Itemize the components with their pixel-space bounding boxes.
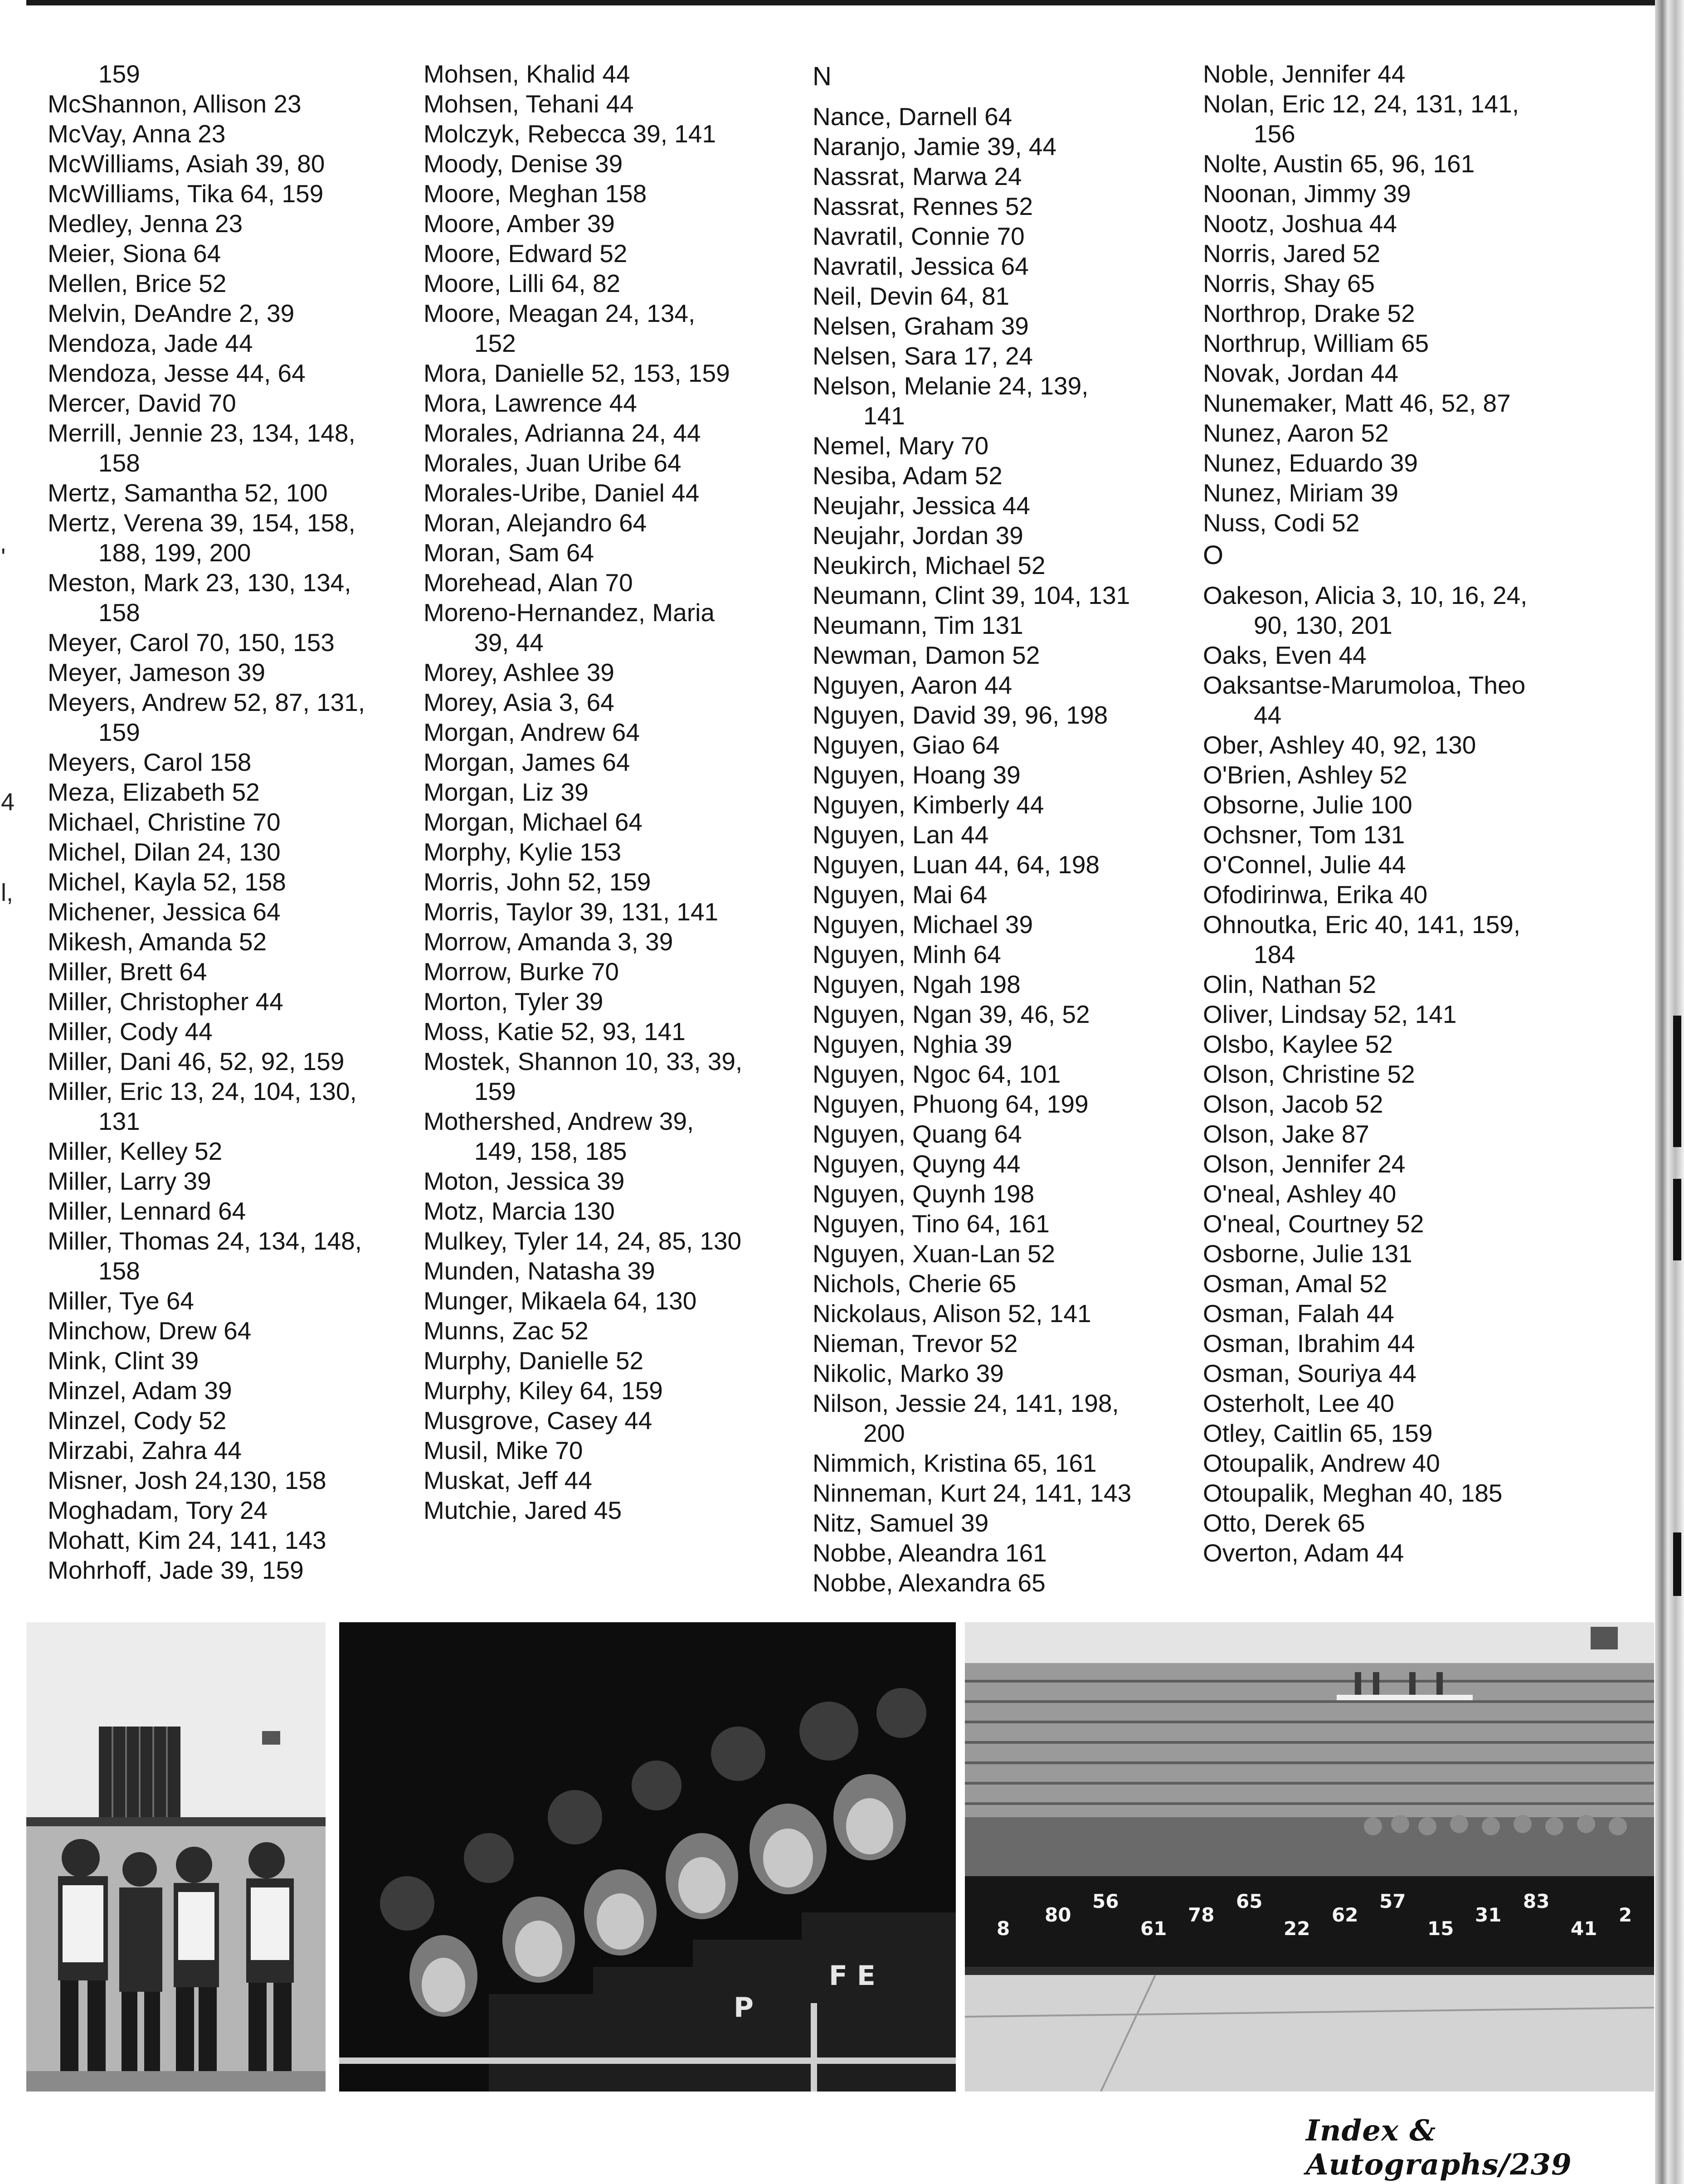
index-column-3: [813, 59, 1193, 1598]
index-entry-continuation: 159: [474, 1077, 516, 1105]
index-entry: Neujahr, Jordan 39: [813, 521, 1023, 550]
index-entry: Minzel, Cody 52: [48, 1406, 227, 1435]
index-entry: Meza, Elizabeth 52: [48, 778, 260, 806]
index-entry: McWilliams, Asiah 39, 80: [48, 150, 325, 178]
index-column-2: [423, 59, 804, 1525]
index-entry: Nieman, Trevor 52: [813, 1329, 1018, 1357]
index-entry: Osman, Souriya 44: [1203, 1359, 1416, 1387]
index-entry-continuation: 159: [98, 718, 140, 746]
index-entry: Morgan, Michael 64: [423, 808, 643, 836]
index-entry: Nemel, Mary 70: [813, 432, 989, 460]
index-entry: Minzel, Adam 39: [48, 1377, 232, 1405]
index-entry: Mutchie, Jared 45: [423, 1496, 622, 1524]
index-entry: Nelson, Melanie 24, 139,: [813, 372, 1089, 400]
index-entry: Michener, Jessica 64: [48, 898, 281, 926]
index-entry: Mostek, Shannon 10, 33, 39,: [423, 1047, 743, 1075]
index-entry: Meier, Siona 64: [48, 239, 221, 268]
index-entry: O'Brien, Ashley 52: [1203, 761, 1407, 789]
index-entry: Munger, Mikaela 64, 130: [423, 1287, 697, 1315]
index-entry: Nelsen, Sara 17, 24: [813, 342, 1033, 370]
index-entry: Nguyen, Minh 64: [813, 940, 1001, 968]
index-column-4: [1203, 59, 1584, 1568]
jersey-number: 56: [1092, 1890, 1119, 1912]
index-entry: Mertz, Samantha 52, 100: [48, 479, 328, 507]
index-entry: Nguyen, Ngoc 64, 101: [813, 1060, 1061, 1088]
index-entry-continuation: 158: [98, 1257, 140, 1285]
index-entry: Oaksantse-Marumoloa, Theo: [1203, 671, 1526, 699]
index-entry: Neil, Devin 64, 81: [813, 282, 1010, 310]
index-entry-continuation: 141: [863, 402, 905, 430]
index-entry: Mothershed, Andrew 39,: [423, 1107, 694, 1135]
index-entry-continuation: 184: [1254, 940, 1295, 968]
index-entry-continuation: 39, 44: [474, 628, 544, 657]
index-entry: Nolan, Eric 12, 24, 131, 141,: [1203, 90, 1519, 118]
index-entry: Moreno-Hernandez, Maria: [423, 598, 715, 627]
index-entry: Meston, Mark 23, 130, 134,: [48, 569, 351, 597]
index-entry: Mohsen, Tehani 44: [423, 90, 634, 118]
edge-tab: [1673, 1179, 1681, 1260]
index-entry: Mulkey, Tyler 14, 24, 85, 130: [423, 1227, 742, 1255]
index-entry: Nootz, Joshua 44: [1203, 209, 1397, 238]
index-entry: Nguyen, Michael 39: [813, 910, 1033, 939]
index-entry: Nguyen, Quynh 198: [813, 1180, 1035, 1208]
index-entry: Morey, Asia 3, 64: [423, 688, 614, 716]
index-entry: Nolte, Austin 65, 96, 161: [1203, 150, 1475, 178]
index-entry: Nuss, Codi 52: [1203, 509, 1360, 537]
index-entry: Olson, Jake 87: [1203, 1120, 1369, 1148]
index-entry: Nikolic, Marko 39: [813, 1359, 1004, 1387]
index-entry: Nobbe, Alexandra 65: [813, 1569, 1046, 1597]
index-entry: Morgan, Liz 39: [423, 778, 589, 806]
index-entry: Nguyen, Phuong 64, 199: [813, 1090, 1089, 1118]
index-entry-continuation: 152: [474, 329, 516, 357]
index-entry: Nunez, Eduardo 39: [1203, 449, 1418, 477]
index-entry: Moran, Alejandro 64: [423, 509, 647, 537]
index-entry: Moran, Sam 64: [423, 539, 594, 567]
index-entry: Nguyen, Xuan-Lan 52: [813, 1240, 1056, 1268]
photo-students-gym: [26, 1622, 326, 2092]
index-entry: Musgrove, Casey 44: [423, 1406, 652, 1435]
index-entry: Northrop, Drake 52: [1203, 299, 1415, 327]
index-entry: Nance, Darnell 64: [813, 102, 1012, 131]
index-entry: Nesiba, Adam 52: [813, 462, 1003, 490]
index-entry: Osborne, Julie 131: [1203, 1240, 1412, 1268]
index-entry: Nelsen, Graham 39: [813, 312, 1029, 340]
index-entry: Muskat, Jeff 44: [423, 1466, 592, 1494]
index-entry: Otoupalik, Meghan 40, 185: [1203, 1479, 1503, 1507]
index-entry: Osman, Falah 44: [1203, 1299, 1394, 1328]
index-entry: Nickolaus, Alison 52, 141: [813, 1299, 1091, 1328]
index-entry: Murphy, Danielle 52: [423, 1347, 644, 1375]
index-entry: Navratil, Connie 70: [813, 222, 1025, 250]
index-entry: Michel, Kayla 52, 158: [48, 868, 286, 896]
jersey-number: 80: [1045, 1904, 1071, 1926]
index-column-1: [48, 59, 428, 1585]
index-entry: Nguyen, Tino 64, 161: [813, 1210, 1050, 1238]
index-entry: Misner, Josh 24,130, 158: [48, 1466, 326, 1494]
index-entry: Michael, Christine 70: [48, 808, 281, 836]
index-entry: Oaks, Even 44: [1203, 641, 1367, 669]
index-entry: Novak, Jordan 44: [1203, 359, 1399, 387]
index-entry: McVay, Anna 23: [48, 120, 226, 148]
index-entry: Ober, Ashley 40, 92, 130: [1203, 731, 1476, 759]
index-entry: Meyers, Andrew 52, 87, 131,: [48, 688, 365, 716]
index-entry: Naranjo, Jamie 39, 44: [813, 132, 1057, 161]
jersey-number: 41: [1571, 1917, 1597, 1940]
index-entry: Nunemaker, Matt 46, 52, 87: [1203, 389, 1511, 417]
index-entry: Norris, Jared 52: [1203, 239, 1381, 268]
page-footer: Index & Autographs/239: [1306, 2114, 1572, 2182]
index-entry: Miller, Brett 64: [48, 958, 207, 986]
index-entry: Nunez, Aaron 52: [1203, 419, 1389, 447]
svg-text:F E: F E: [829, 1960, 876, 1992]
jersey-number: 31: [1475, 1904, 1502, 1926]
index-entry: Molczyk, Rebecca 39, 141: [423, 120, 716, 148]
index-entry: Nitz, Samuel 39: [813, 1509, 989, 1537]
index-entry: Moore, Lilli 64, 82: [423, 269, 621, 297]
index-entry-continuation: 158: [98, 598, 140, 627]
index-entry: Oakeson, Alicia 3, 10, 16, 24,: [1203, 581, 1528, 609]
index-entry: Olson, Christine 52: [1203, 1060, 1415, 1088]
index-entry: Nilson, Jessie 24, 141, 198,: [813, 1389, 1119, 1417]
index-entry: Morgan, James 64: [423, 748, 630, 776]
index-entry: Northrup, William 65: [1203, 329, 1429, 357]
index-entry: Nguyen, Ngan 39, 46, 52: [813, 1000, 1090, 1028]
index-entry: Neujahr, Jessica 44: [813, 491, 1030, 520]
index-entry: Moore, Meghan 158: [423, 180, 647, 208]
index-entry: Morrow, Amanda 3, 39: [423, 928, 673, 956]
index-entry: Olson, Jennifer 24: [1203, 1150, 1406, 1178]
index-entry: Nguyen, Giao 64: [813, 731, 1000, 759]
index-entry: Morphy, Kylie 153: [423, 838, 622, 866]
index-entry: Nguyen, Nghia 39: [813, 1030, 1012, 1058]
index-entry: Mendoza, Jesse 44, 64: [48, 359, 306, 387]
index-entry: Nobbe, Aleandra 161: [813, 1539, 1047, 1567]
index-entry: Otto, Derek 65: [1203, 1509, 1365, 1537]
index-entry: Osterholt, Lee 40: [1203, 1389, 1394, 1417]
index-entry: Murphy, Kiley 64, 159: [423, 1377, 663, 1405]
index-entry: Mohsen, Khalid 44: [423, 60, 630, 88]
index-entry: Ofodirinwa, Erika 40: [1203, 880, 1428, 909]
index-entry: Overton, Adam 44: [1203, 1539, 1404, 1567]
jersey-number: 2: [1619, 1904, 1632, 1926]
index-entry: Mink, Clint 39: [48, 1347, 199, 1375]
index-entry: Mendoza, Jade 44: [48, 329, 253, 357]
left-page-edge: [0, 0, 26, 2184]
index-entry-continuation: 158: [98, 449, 140, 477]
index-entry: Motz, Marcia 130: [423, 1197, 615, 1225]
edge-mark: l,: [1, 879, 13, 906]
index-entry: O'neal, Courtney 52: [1203, 1210, 1424, 1238]
index-entry-continuation: 200: [863, 1419, 905, 1447]
jersey-number: 8: [997, 1917, 1010, 1940]
index-entry: Munns, Zac 52: [423, 1317, 589, 1345]
index-entry: Mercer, David 70: [48, 389, 236, 417]
index-entry: Minchow, Drew 64: [48, 1317, 252, 1345]
index-entry: Noonan, Jimmy 39: [1203, 180, 1411, 208]
index-entry: Miller, Thomas 24, 134, 148,: [48, 1227, 362, 1255]
edge-mark: 4: [1, 788, 15, 816]
jersey-number: 83: [1523, 1890, 1550, 1912]
jersey-number: 15: [1427, 1917, 1454, 1940]
index-entry: Miller, Kelley 52: [48, 1137, 223, 1165]
index-entry: Morales-Uribe, Daniel 44: [423, 479, 700, 507]
index-entry: Mellen, Brice 52: [48, 269, 227, 297]
index-entry: Olson, Jacob 52: [1203, 1090, 1383, 1118]
index-entry: Meyer, Carol 70, 150, 153: [48, 628, 335, 657]
index-entry: Nguyen, Hoang 39: [813, 761, 1021, 789]
index-entry: Miller, Tye 64: [48, 1287, 195, 1315]
index-entry: Morton, Tyler 39: [423, 987, 604, 1016]
index-entry: Miller, Eric 13, 24, 104, 130,: [48, 1077, 357, 1105]
index-entry: Oliver, Lindsay 52, 141: [1203, 1000, 1457, 1028]
index-entry: Morris, John 52, 159: [423, 868, 651, 896]
index-entry: Nassrat, Marwa 24: [813, 162, 1022, 190]
index-entry: Musil, Mike 70: [423, 1436, 583, 1464]
index-entry: Morgan, Andrew 64: [423, 718, 640, 746]
index-entry-continuation: 156: [1254, 120, 1295, 148]
top-border: [0, 0, 1655, 5]
index-entry: Ohnoutka, Eric 40, 141, 159,: [1203, 910, 1521, 939]
section-letter: N: [813, 62, 832, 91]
index-entry: Meyer, Jameson 39: [48, 658, 265, 686]
index-entry: Nunez, Miriam 39: [1203, 479, 1398, 507]
section-letter: O: [1203, 540, 1224, 570]
index-entry: McShannon, Allison 23: [48, 90, 302, 118]
index-entry: Morey, Ashlee 39: [423, 658, 614, 686]
index-entry: Otoupalik, Andrew 40: [1203, 1449, 1440, 1477]
index-entry: Moody, Denise 39: [423, 150, 623, 178]
index-entry: Nichols, Cherie 65: [813, 1270, 1017, 1298]
index-entry: Mertz, Verena 39, 154, 158,: [48, 509, 355, 537]
index-entry: Morrow, Burke 70: [423, 958, 619, 986]
edge-mark: ': [1, 544, 6, 571]
index-entry: Mohatt, Kim 24, 141, 143: [48, 1526, 326, 1554]
index-entry: Noble, Jennifer 44: [1203, 60, 1406, 88]
index-entry: Merrill, Jennie 23, 134, 148,: [48, 419, 355, 447]
jersey-number: 57: [1379, 1890, 1406, 1912]
index-entry-continuation: 188, 199, 200: [98, 539, 251, 567]
index-entry: Norris, Shay 65: [1203, 269, 1375, 297]
index-entry: Moton, Jessica 39: [423, 1167, 625, 1195]
index-entry: Ninneman, Kurt 24, 141, 143: [813, 1479, 1132, 1507]
index-entry: Mikesh, Amanda 52: [48, 928, 267, 956]
index-entry: Neukirch, Michael 52: [813, 551, 1046, 579]
edge-tab: [1673, 1016, 1681, 1147]
index-entry: Olin, Nathan 52: [1203, 970, 1377, 998]
index-entry: Moore, Meagan 24, 134,: [423, 299, 696, 327]
index-entry: Nguyen, Ngah 198: [813, 970, 1021, 998]
index-entry: O'neal, Ashley 40: [1203, 1180, 1397, 1208]
photo-crowd-bleachers: [339, 1622, 956, 2092]
index-entry: Neumann, Tim 131: [813, 611, 1023, 639]
index-entry: Nguyen, David 39, 96, 198: [813, 701, 1108, 729]
index-entry: Morris, Taylor 39, 131, 141: [423, 898, 719, 926]
index-entry: Mora, Lawrence 44: [423, 389, 637, 417]
edge-tab: [1673, 1532, 1681, 1596]
index-entry: Mirzabi, Zahra 44: [48, 1436, 242, 1464]
index-entry: 159: [98, 60, 140, 88]
index-entry: Olsbo, Kaylee 52: [1203, 1030, 1393, 1058]
index-entry: Obsorne, Julie 100: [1203, 791, 1412, 819]
index-entry: Miller, Lennard 64: [48, 1197, 246, 1225]
jersey-number: 61: [1140, 1917, 1167, 1940]
index-entry: Morales, Adrianna 24, 44: [423, 419, 701, 447]
index-entry: Moghadam, Tory 24: [48, 1496, 268, 1524]
index-entry: Neumann, Clint 39, 104, 131: [813, 581, 1130, 609]
index-entry: Nguyen, Lan 44: [813, 821, 989, 849]
index-entry: McWilliams, Tika 64, 159: [48, 180, 324, 208]
svg-text:P: P: [734, 1992, 754, 2023]
binding-edge: [1655, 0, 1684, 2184]
jersey-number: 22: [1284, 1917, 1310, 1940]
photo-team-gym: [965, 1622, 1654, 2092]
index-entry: Miller, Cody 44: [48, 1017, 213, 1046]
index-entry: Moore, Edward 52: [423, 239, 628, 268]
index-entry-continuation: 149, 158, 185: [474, 1137, 627, 1165]
index-entry: O'Connel, Julie 44: [1203, 851, 1406, 879]
index-entry: Medley, Jenna 23: [48, 209, 243, 238]
index-entry: Newman, Damon 52: [813, 641, 1040, 669]
index-entry: Osman, Ibrahim 44: [1203, 1329, 1415, 1357]
index-entry: Ochsner, Tom 131: [1203, 821, 1405, 849]
index-entry: Munden, Natasha 39: [423, 1257, 655, 1285]
index-entry: Morehead, Alan 70: [423, 569, 633, 597]
index-entry: Osman, Amal 52: [1203, 1270, 1387, 1298]
index-entry: Nguyen, Quang 64: [813, 1120, 1022, 1148]
index-entry: Nguyen, Quyng 44: [813, 1150, 1021, 1178]
index-entry: Nguyen, Luan 44, 64, 198: [813, 851, 1100, 879]
index-entry: Miller, Dani 46, 52, 92, 159: [48, 1047, 345, 1075]
index-entry: Michel, Dilan 24, 130: [48, 838, 281, 866]
jersey-number: 65: [1236, 1890, 1263, 1912]
index-entry-continuation: 90, 130, 201: [1254, 611, 1392, 639]
index-entry-continuation: 44: [1254, 701, 1282, 729]
index-entry: Miller, Christopher 44: [48, 987, 283, 1016]
index-entry: Nguyen, Mai 64: [813, 880, 988, 909]
index-entry: Melvin, DeAndre 2, 39: [48, 299, 295, 327]
index-entry: Moss, Katie 52, 93, 141: [423, 1017, 686, 1046]
index-entry: Otley, Caitlin 65, 159: [1203, 1419, 1433, 1447]
index-entry: Nassrat, Rennes 52: [813, 192, 1033, 220]
index-entry: Mohrhoff, Jade 39, 159: [48, 1556, 304, 1584]
index-entry: Nguyen, Kimberly 44: [813, 791, 1044, 819]
index-entry: Meyers, Carol 158: [48, 748, 252, 776]
jersey-number: 62: [1332, 1904, 1358, 1926]
index-entry: Nimmich, Kristina 65, 161: [813, 1449, 1097, 1477]
index-entry-continuation: 131: [98, 1107, 140, 1135]
index-entry: Navratil, Jessica 64: [813, 252, 1029, 280]
index-entry: Morales, Juan Uribe 64: [423, 449, 681, 477]
index-entry: Moore, Amber 39: [423, 209, 615, 238]
index-entry: Miller, Larry 39: [48, 1167, 211, 1195]
index-entry: Nguyen, Aaron 44: [813, 671, 1012, 699]
index-entry: Mora, Danielle 52, 153, 159: [423, 359, 730, 387]
jersey-number: 78: [1188, 1904, 1215, 1926]
